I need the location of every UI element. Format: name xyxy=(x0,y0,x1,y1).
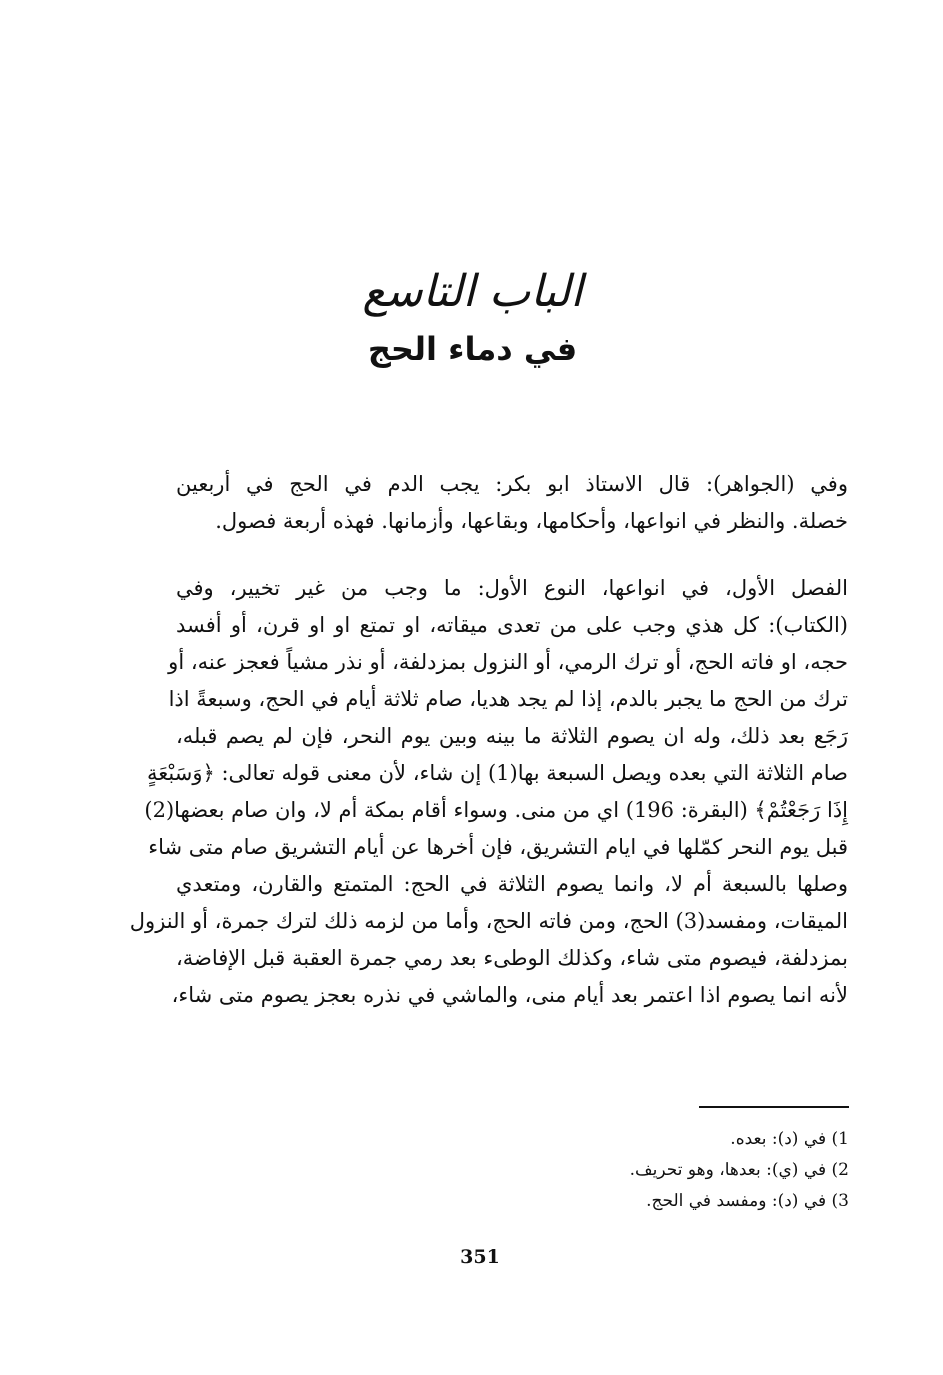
text-line: صام الثلاثة التي بعده ويصل السبعة بها(1) إن شاء، لأن معنى قوله تعالى: ﴿وَسَبْعَةٍ xyxy=(147,761,848,785)
text-line: بمزدلفة، فيصوم متى شاء، وكذلك الوطىء بعد رمي جمرة العقبة قبل الإفاضة، xyxy=(176,946,848,970)
text-line: الميقات، ومفسد(3) الحج، ومن فاته الحج، وأما من لزمه ذلك لترك جمرة، أو النزول xyxy=(129,909,848,933)
paragraph-section-one xyxy=(129,570,848,1014)
text-line: الفصل الأول، في انواعها، النوع الأول: ما وجب من غير تخيير، وفي xyxy=(176,576,848,600)
text-line: لأنه انما يصوم اذا اعتمر بعد أيام منى، والماشي في نذره بعجز يصوم متى شاء، xyxy=(171,983,848,1007)
footnote-divider xyxy=(699,1106,849,1108)
text-line: ترك من الحج ما يجبر بالدم، إذا لم يجد هديا، صام ثلاثة أيام في الحج، وسبعةً اذا xyxy=(168,687,848,711)
paragraph-intro xyxy=(176,466,848,540)
footnotes xyxy=(500,1124,849,1217)
text-line: رَجَع بعد ذلك، وله ان يصوم الثلاثة ما بينه وبين يوم النحر، فإن لم يصم قبله، xyxy=(176,724,848,748)
text-line: إِذَا رَجَعْتُمْ﴾ (البقرة: 196) اي من منى. وسواء أقام بمكة أم لا، وان صام بعضها(2) xyxy=(144,798,848,822)
footnote-3: 3) في (د): ومفسد في الحج. xyxy=(646,1191,849,1211)
text-line: خصلة. والنظر في انواعها، وأحكامها، وبقاعها، وأزمانها. فهذه أربعة فصول. xyxy=(215,509,848,533)
chapter-subtitle: في دماء الحج xyxy=(367,330,578,368)
chapter-title: الباب التاسع xyxy=(362,266,583,317)
text-line: وصلها بالسبعة أم لا، وانما يصوم الثلاثة في الحج: المتمتع والقارن، ومتعدي xyxy=(176,872,848,896)
page-number: 351 xyxy=(460,1246,500,1268)
text-line: (الكتاب): كل هذي وجب على من تعدى ميقاته، او تمتع او او قرن، أو أفسد xyxy=(176,613,848,637)
text-line: قبل يوم النحر كمّلها في ايام التشريق، فإن أخرها عن أيام التشريق صام متى شاء xyxy=(148,835,848,859)
text-line: حجه، او فاته الحج، أو ترك الرمي، أو النزول بمزدلفة، أو نذر مشياً فعجز عنه، أو xyxy=(168,650,848,674)
footnote-1: 1) في (د): بعده. xyxy=(730,1129,849,1149)
footnote-2: 2) في (ي): بعدها، وهو تحريف. xyxy=(629,1160,849,1180)
text-line: وفي (الجواهر): قال الاستاذ ابو بكر: يجب الدم في الحج في أربعين xyxy=(176,472,848,496)
